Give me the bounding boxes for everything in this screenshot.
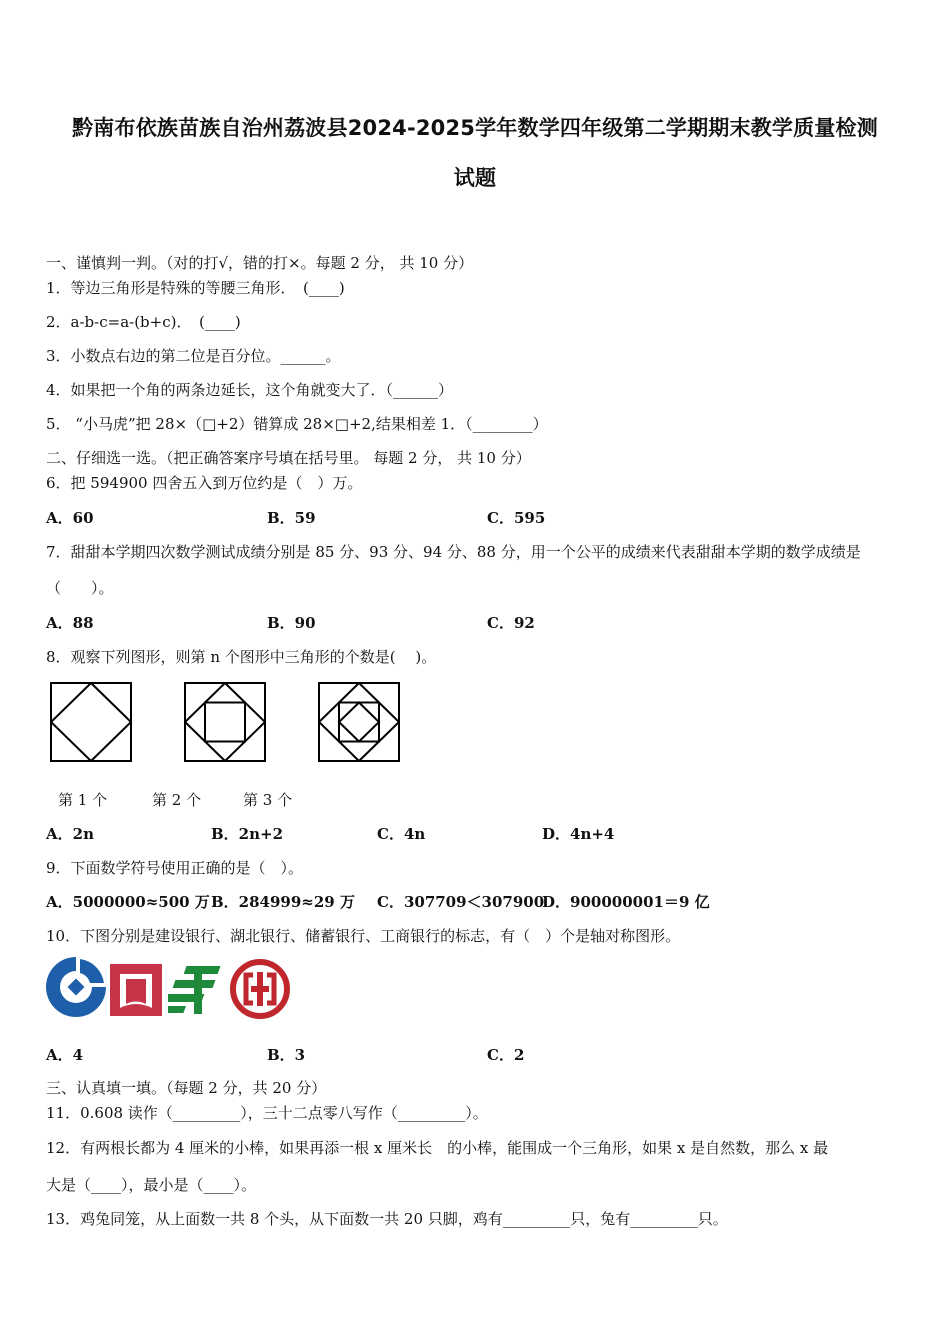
question-13: 13．鸡兔同笼，从上面数一共 8 个头，从下面数一共 20 只脚，鸡有_________只，兔有_________只。 bbox=[46, 1210, 728, 1228]
figure-2-label: 第 2 个 bbox=[152, 791, 202, 809]
figure-3-label: 第 3 个 bbox=[243, 791, 293, 809]
q9-option-d: D．900000001＝9 亿 bbox=[542, 893, 710, 911]
figure-1 bbox=[50, 682, 132, 762]
figure-3 bbox=[318, 682, 400, 762]
question-7-continuation: （ ）。 bbox=[46, 579, 114, 597]
figure-2 bbox=[184, 682, 266, 762]
q10-option-c: C．2 bbox=[487, 1046, 525, 1064]
figure-1-label: 第 1 个 bbox=[58, 791, 108, 809]
question-10: 10．下图分别是建设银行、湖北银行、储蓄银行、工商银行的标志，有（ ）个是轴对称图形。 bbox=[46, 927, 681, 945]
q7-option-a: A．88 bbox=[46, 614, 94, 632]
q6-option-c: C．595 bbox=[487, 509, 546, 527]
q7-option-b: B．90 bbox=[267, 614, 316, 632]
question-3: 3．小数点右边的第二位是百分位。______。 bbox=[46, 347, 341, 365]
question-11: 11．0.608 读作（_________），三十二点零八写作（_________）。 bbox=[46, 1104, 488, 1122]
section1-heading: 一、谨慎判一判。（对的打√，错的打×。每题 2 分， 共 10 分） bbox=[46, 254, 474, 272]
question-12: 12．有两根长都为 4 厘米的小棒，如果再添一根 x 厘米长 的小棒，能围成一个三角形，如果 x 是自然数，那么 x 最 bbox=[46, 1139, 829, 1157]
q8-option-b: B．2n+2 bbox=[211, 825, 284, 843]
question-12-continuation: 大是（____），最小是（____）。 bbox=[46, 1176, 257, 1194]
question-4: 4．如果把一个角的两条边延长，这个角就变大了．（______） bbox=[46, 381, 454, 399]
q9-option-c: C．307709＜307900 bbox=[377, 893, 545, 911]
hubei-bank-logo bbox=[108, 962, 164, 1018]
q7-option-c: C．92 bbox=[487, 614, 535, 632]
q10-option-b: B．3 bbox=[267, 1046, 306, 1064]
section3-heading: 三、认真填一填。（每题 2 分，共 20 分） bbox=[46, 1079, 327, 1097]
q8-option-d: D．4n+4 bbox=[542, 825, 615, 843]
q8-option-a: A．2n bbox=[46, 825, 94, 843]
icbc-logo bbox=[229, 958, 291, 1020]
section2-heading: 二、仔细选一选。（把正确答案序号填在括号里。 每题 2 分， 共 10 分） bbox=[46, 449, 531, 467]
question-9: 9．下面数学符号使用正确的是（ ）。 bbox=[46, 859, 304, 877]
page-title-line2: 试题 bbox=[453, 166, 497, 190]
q9-option-a: A．5000000≈500 万 bbox=[46, 893, 210, 911]
q9-option-b: B．284999≈29 万 bbox=[211, 893, 355, 911]
question-2: 2．a-b-c=a-(b+c)． (____) bbox=[46, 313, 241, 331]
q6-option-b: B．59 bbox=[267, 509, 316, 527]
question-8: 8．观察下列图形，则第 n 个图形中三角形的个数是( )。 bbox=[46, 648, 437, 666]
q6-option-a: A．60 bbox=[46, 509, 94, 527]
construction-bank-logo bbox=[44, 955, 108, 1019]
question-6: 6．把 594900 四舍五入到万位约是（ ）万。 bbox=[46, 474, 363, 492]
q8-option-c: C．4n bbox=[377, 825, 426, 843]
question-1: 1．等边三角形是特殊的等腰三角形． (____) bbox=[46, 279, 345, 297]
page-title: 黔南布依族苗族自治州荔波县2024-2025学年数学四年级第二学期期末教学质量检测 bbox=[72, 116, 878, 140]
question-7: 7．甜甜本学期四次数学测试成绩分别是 85 分、93 分、94 分、88 分，用一个公平的成绩来代表甜甜本学期的数学成绩是 bbox=[46, 543, 861, 561]
postal-savings-logo bbox=[168, 962, 228, 1018]
question-5: 5． “小马虎”把 28×（□+2）错算成 28×□+2,结果相差 1．（________） bbox=[46, 415, 548, 433]
q10-option-a: A．4 bbox=[46, 1046, 84, 1064]
